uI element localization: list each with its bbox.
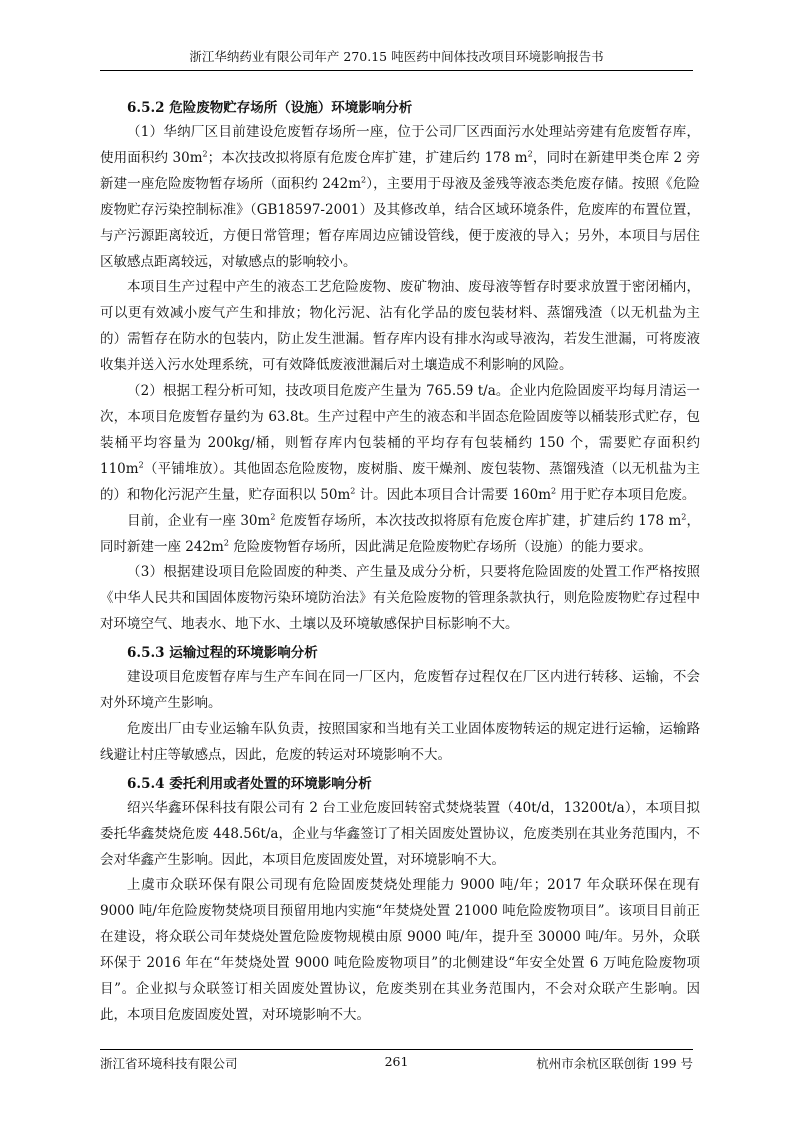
superscript: 2 [361,175,367,185]
text-run: ），主要用于母液及釜残等液态类危废存储。按照《危险废物贮存污染控制标准》（GB18597-2001）及其修改单，结合区域环境条件，危废库的布置位置，与产污源距离较近，方便日常管理；暂存库周边应铺设管线，便于废液的导入；另外，本项目与居住区敏感点距离较远，对敏感点的影响较小。 [100,175,701,270]
text-run: 危险废物暂存场所，因此满足危险废物贮存场所（设施）的能力要求。 [228,538,652,555]
superscript: 2 [270,512,276,522]
text-run: ，同时新建一座 242m [100,512,700,555]
paragraph: 绍兴华鑫环保科技有限公司有 2 台工业危废回转窑式焚烧装置（40t/d，13200t/a），本项目拟委托华鑫焚烧危废 448.56t/a，企业与华鑫签订了相关固废处置协议，危废类别在其业务范围内，不会对华鑫产生影响。因此，本项目危废固废处置，对环境影响不大。 [100,799,700,868]
paragraph [100,509,700,561]
paragraph: 本项目生产过程中产生的液态工艺危险废物、废矿物油、废母液等暂存时要求放置于密闭桶内，可以更有效减小废气产生和排放；物化污泥、沾有化学品的废包装材料、蒸馏残渣（以无机盐为主的）需暂存在防水的包装内，防止发生泄漏。暂存库内设有排水沟或导液沟，若发生泄漏，可将废液收集并送入污水处理系统，可有效降低废液泄漏后对土壤造成不利影响的风险。 [100,279,700,374]
paragraph: 上虞市众联环保有限公司现有危险固废焚烧处理能力 9000 吨/年；2017 年众联环保在现有 9000 吨/年危险废物焚烧项目预留用地内实施“年焚烧处置 21000 吨危险废物项目”。该项目目前正在建设，将众联公司年焚烧处置危险废物规模由原 9000 吨/年，提升至 30000 吨/年。另外，众联环保于 2016 年在“年焚烧处置 9000 吨危险废物项目”的北侧建设“年安全处置 6 万吨危险废物项目”。企业拟与众联签订相关固废处置协议，危废类别在其业务范围内，不会对众联产生影响。因此，本项目危废固废处置，对环境影响不大。 [100,877,700,1023]
text-run: 危废暂存场所，本次技改拟将原有危废仓库扩建，扩建后约 178 m [275,512,682,529]
superscript: 2 [202,149,208,159]
footer-company: 浙江省环境科技有限公司 [100,1056,238,1071]
paragraph: 建设项目危废暂存库与生产车间在同一厂区内，危废暂存过程仅在厂区内进行转移、运输，不会对外环境产生影响。 [100,669,700,712]
superscript: 2 [138,460,144,470]
footer-address: 杭州市余杭区联创街 199 号 [536,1056,693,1071]
text-run: （1）华纳厂区目前建设危废暂存场所一座，位于公司厂区西面污水处理站旁建有危废暂存库，使用面积约 30m [100,124,700,166]
text-run: ，同时在新建甲类仓库 2 旁新建一座危险废物暂存场所（面积约 242m [100,149,701,192]
text-run: （2）根据工程分析可知，技改项目危废产生量为 765.59 t/a。企业内危险固废平均每月清运一次，本项目危废暂存量约为 63.8t。生产过程中产生的液态和半固态危险固废等以桶装形式贮存，包装桶平均容量为 200kg/桶，则暂存库内包装桶的平均存有包装桶约 150 个，需要贮存面积约 110m [100,383,700,477]
paragraph [100,379,700,509]
text-run: 用于贮存本项目危废。 [556,486,696,503]
superscript: 2 [681,512,687,522]
text-run: （平铺堆放）。其他固态危险废物，废树脂、废干燥剂、废包装物、蒸馏残渣（以无机盐为主的）和物化污泥产生量，贮存面积以 50m [100,460,700,503]
page-header [100,46,693,71]
paragraph: 危废出厂由专业运输车队负责，按照国家和当地有关工业固体废物转运的规定进行运输，运输路线避让村庄等敏感点，因此，危废的转运对环境影响不大。 [100,720,700,763]
page-footer [100,1049,693,1072]
paragraph [100,120,700,275]
superscript: 2 [350,486,356,496]
page-number: 261 [384,1054,409,1069]
superscript: 2 [551,486,557,496]
text-run: 计。因此本项目合计需要 160m [355,486,552,503]
section-heading-6-5-3: 6.5.3 运输过程的环境影响分析 [127,645,318,662]
paragraph: （3）根据建设项目危险固废的种类、产生量及成分分析，只要将危险固废的处置工作严格按照《中华人民共和国固体废物污染环境防治法》有关危险废物的管理条款执行，则危险废物贮存过程中对环境空气、地表水、地下水、土壤以及环境敏感保护目标影响不大。 [100,564,700,633]
header-title: 浙江华纳药业有限公司年产 270.15 吨医药中间体技改项目环境影响报告书 [189,49,604,64]
text-run: 目前，企业有一座 30m [127,512,271,529]
document-body [100,96,700,1029]
section-heading-6-5-2: 6.5.2 危险废物贮存场所（设施）环境影响分析 [127,100,413,116]
superscript: 2 [223,538,229,547]
text-run: ；本次技改拟将原有危废仓库扩建，扩建后约 178 m [207,149,528,166]
section-heading-6-5-4: 6.5.4 委托利用或者处置的环境影响分析 [127,775,372,792]
superscript: 2 [527,149,533,159]
